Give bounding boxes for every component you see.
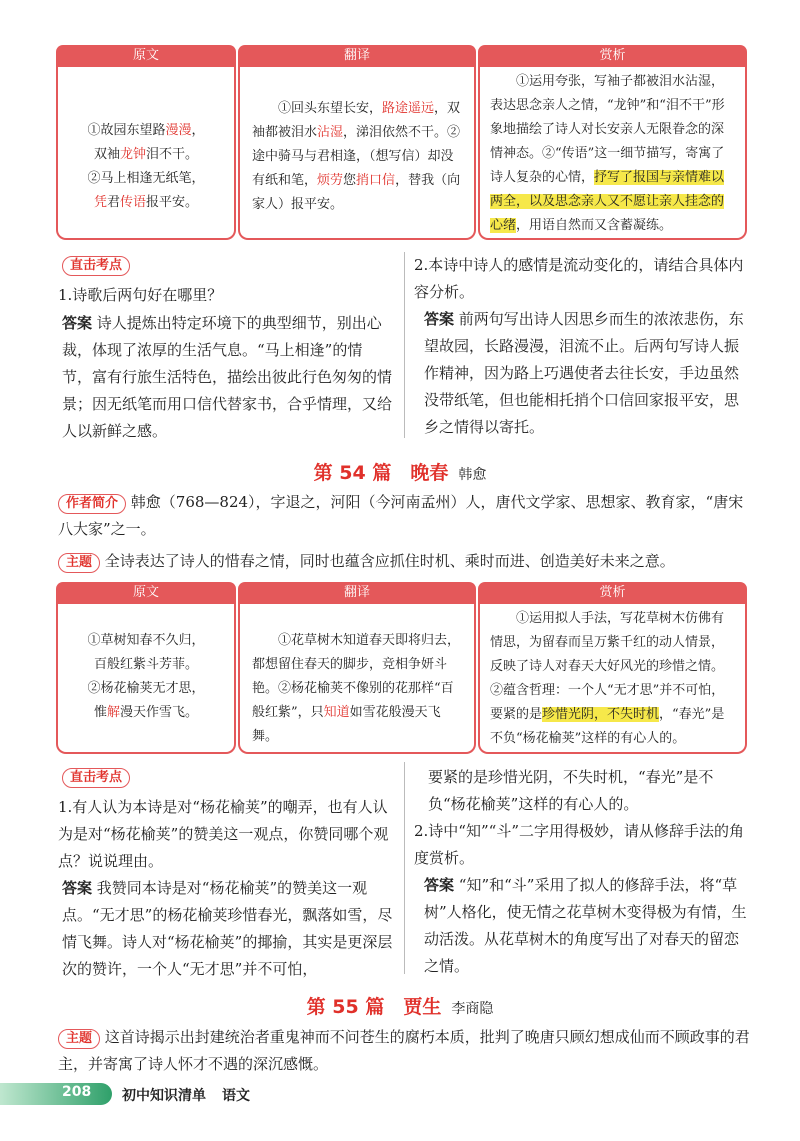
original-cell — [56, 67, 236, 240]
poem-text: 百般红紫斗芳菲。 — [93, 657, 198, 672]
answer-label: 答案 — [62, 314, 93, 332]
annotated-word: 解 — [106, 705, 120, 720]
answer-label: 答案 — [62, 879, 93, 897]
original-cell — [56, 604, 236, 754]
theme-text: 这首诗揭示出封建统治者重鬼神而不问苍生的腐朽本质，批判了晚唐只顾幻想成仙而不顾政事的君主，并寄寓了诗人怀才不遇的深沉感慨。 — [58, 1028, 750, 1073]
annotated-word: 龙钟 — [119, 147, 146, 162]
table-header-translation: 翻译 — [238, 45, 476, 67]
poem53-table — [56, 45, 747, 240]
answer-text: 我赞同本诗是对“杨花榆荚”的赞美这一观点。“无才思”的杨花榆荚珍惜春光，飘落如雪，尽情飞舞。诗人对“杨花榆荚”的揶揄，其实是更深层次的赞许，一个人“无才思”并不可怕， — [62, 879, 393, 978]
table-header-analysis: 赏析 — [478, 582, 747, 604]
poem-text: 君 — [106, 195, 120, 210]
poem-text: 泪不干。 — [146, 147, 199, 162]
answer-1-continued: 要紧的是珍惜光阴，不失时机，“春光”是不负“杨花榆荚”这样的有心人的。 — [428, 768, 714, 813]
poem-line — [58, 167, 234, 191]
answer-label: 答案 — [424, 310, 455, 328]
table-header-analysis: 赏析 — [478, 45, 747, 67]
analysis-cell — [478, 604, 747, 754]
poem-author: 韩愈 — [458, 467, 487, 483]
question-1: 1.有人认为本诗是对“杨花榆荚”的嘲弄，也有人认为是对“杨花榆荚”的赞美这一观点，你赞同哪个观点？说说理由。 — [58, 798, 389, 870]
highlighted-text: 抒写了报国与亲情难以两全，以及思念亲人又不愿让亲人挂念的心绪 — [490, 170, 725, 233]
book-title: 初中知识清单 — [122, 1088, 206, 1104]
poem-line — [58, 143, 234, 167]
annotated-word: 路途遥远 — [382, 101, 435, 116]
translation-text: 您 — [343, 173, 357, 188]
analysis-cell — [478, 67, 747, 240]
poem-text: 惟 — [93, 705, 107, 720]
footer-bar — [0, 1083, 112, 1105]
question-2: 2.诗中“知”“斗”二字用得极妙，请从修辞手法的角度赏析。 — [414, 822, 744, 867]
translation-cell — [238, 67, 476, 240]
author-intro-tag: 作者简介 — [58, 494, 126, 514]
page-number: 208 — [62, 1084, 92, 1100]
annotated-word: 知道 — [323, 705, 350, 720]
answer-1 — [62, 875, 394, 983]
poem-line — [58, 119, 234, 143]
annotated-word: 捎口信 — [356, 173, 396, 188]
annotated-word: 传语 — [120, 195, 147, 210]
analysis-text: ①运用拟人手法，写花草树木仿佛有情思，为留春而呈万紫千红的动人情景，反映了诗人对春天大好风光的珍惜之情。②蕴含哲理：一个人“无才思”并不可怕，要紧的是 — [490, 611, 725, 722]
column-divider — [404, 252, 405, 438]
poem-text: ①草树知春不久归， — [87, 633, 205, 648]
subject: 语文 — [222, 1088, 250, 1104]
poem-text: 双袖 — [93, 147, 120, 162]
highlighted-text: 珍惜光阴，不失时机 — [542, 707, 660, 722]
answer-text: “知”和“斗”采用了拟人的修辞手法，将“草树”人格化，使无情之花草树木变得极为有情，生动活泼。从花草树木的角度写出了对春天的留恋之情。 — [424, 876, 747, 975]
answer-1 — [62, 310, 392, 445]
analysis-text: ①运用夸张，写袖子都被泪水沾湿，表达思念亲人之情，“龙钟”和“泪不干”形象地描绘了诗人对长安亲人无限眷念的深情神态。②“传语”这一细节描写，寄寓了诗人复杂的心情， — [490, 74, 725, 185]
question-2: 2.本诗中诗人的感情是流动变化的，请结合具体内容分析。 — [414, 256, 744, 301]
poem-title: 第 55 篇 贾生 — [306, 996, 442, 1018]
translation-text: ①花草树木知道春天即将归去，都想留住春天的脚步，竞相争妍斗艳。②杨花榆荚不像别的花那样“百般红紫”，只 — [252, 633, 461, 720]
footer — [0, 1083, 800, 1107]
author-intro-text: 韩愈（768—824），字退之，河阳（今河南孟州）人，唐代文学家、思想家、教育家，“唐宋八大家”之一。 — [58, 493, 744, 538]
poem-text: 漫天作雪飞。 — [120, 705, 199, 720]
poem-text: ②杨花榆荚无才思， — [87, 681, 205, 696]
table-header-original: 原文 — [56, 45, 236, 67]
author-intro — [58, 489, 758, 543]
theme — [58, 1024, 758, 1078]
poem-text: ， — [191, 123, 205, 138]
translation-text: ①回头东望长安， — [252, 101, 383, 116]
answer-text: 前两句写出诗人因思乡而生的浓浓悲伤，东望故园，长路漫漫，泪流不止。后两句写诗人振作精神，因为路上巧遇使者去往长安，手边虽然没带纸笔，但也能相托捎个口信回家报平安，思乡之情得以寄托。 — [424, 310, 744, 436]
analysis-text: ，“春光”是不负“杨花榆荚”这样的有心人的。 — [490, 707, 725, 746]
translation-text: 如雪花般漫天飞舞。 — [252, 705, 441, 744]
poem-line — [58, 677, 234, 701]
theme-tag: 主题 — [58, 1029, 100, 1049]
analysis-text: ，用语自然而又含蓄凝练。 — [516, 218, 673, 233]
poem-title: 第 54 篇 晚春 — [313, 462, 449, 484]
annotated-word: 烦劳 — [317, 173, 344, 188]
translation-text: ，双袖都被泪水 — [252, 101, 461, 140]
annotated-word: 漫漫 — [165, 123, 192, 138]
poem-line — [58, 701, 234, 725]
poem54-table — [56, 582, 747, 754]
answer-text: 诗人提炼出特定环境下的典型细节，别出心裁，体现了浓厚的生活气息。“马上相逢”的情节，富有行旅生活特色，描绘出彼此行色匆匆的情景；因无纸笔而用口信代替家书，合乎情理，又给人以新鲜之感。 — [62, 314, 393, 440]
question-1: 1.诗歌后两句好在哪里？ — [58, 286, 223, 304]
table-header-original: 原文 — [56, 582, 236, 604]
poem-line — [58, 191, 234, 215]
annotated-word: 凭 — [93, 195, 107, 210]
poem-55-title — [0, 992, 800, 1019]
poem-text: ①故园东望路 — [87, 123, 166, 138]
exam-points-tag: 直击考点 — [62, 768, 130, 788]
theme-text: 全诗表达了诗人的惜春之情，同时也蕴含应抓住时机、乘时而进、创造美好未来之意。 — [104, 552, 675, 570]
poem-line — [58, 629, 234, 653]
theme-tag: 主题 — [58, 553, 100, 573]
poem-text: 报平安。 — [146, 195, 199, 210]
table-header-translation: 翻译 — [238, 582, 476, 604]
theme — [58, 548, 758, 575]
column-divider — [404, 762, 405, 974]
poem-54-title — [0, 458, 800, 485]
translation-text: ，涕泪依然不干。②途中骑马与君相逢，（想写信）却没有纸和笔， — [252, 125, 461, 188]
translation-text: ，替我（向家人）报平安。 — [252, 173, 461, 212]
answer-label: 答案 — [424, 876, 455, 894]
exam-points-tag: 直击考点 — [62, 256, 130, 276]
translation-cell — [238, 604, 476, 754]
annotated-word: 沾湿 — [317, 125, 344, 140]
answer-2 — [424, 306, 750, 441]
poem-line — [58, 653, 234, 677]
poem-author: 李商隐 — [451, 1001, 494, 1017]
answer-2 — [424, 872, 750, 980]
poem-text: ②马上相逢无纸笔， — [87, 171, 205, 186]
